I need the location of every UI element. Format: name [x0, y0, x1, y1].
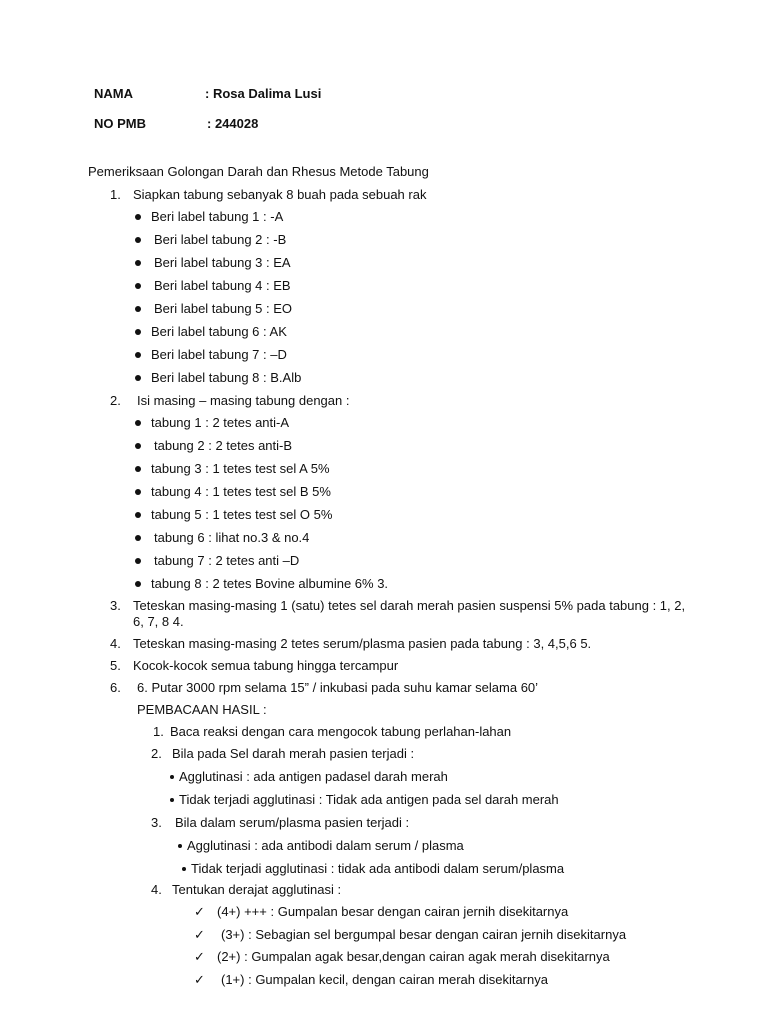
check-icon: ✓ [194, 972, 205, 987]
step-number: 6. [110, 680, 121, 695]
list-item: Beri label tabung 1 : -A [151, 209, 284, 224]
list-item: Beri label tabung 5 : EO [154, 301, 293, 316]
list-item: Tidak terjadi agglutinasi : tidak ada antibodi dalam serum/plasma [191, 861, 565, 876]
bullet-icon [170, 798, 174, 802]
bullet-icon [135, 535, 141, 541]
check-icon: ✓ [194, 927, 205, 942]
reading-text: Baca reaksi dengan cara mengocok tabung perlahan-lahan [170, 724, 512, 739]
step-text: Siapkan tabung sebanyak 8 buah pada sebuah rak [133, 187, 427, 202]
list-item: (3+) : Sebagian sel bergumpal besar dengan cairan jernih disekitarnya [221, 927, 627, 942]
reading-number: 4. [151, 882, 162, 897]
list-item: Beri label tabung 2 : -B [154, 232, 287, 247]
step-text: 6. Putar 3000 rpm selama 15” / inkubasi pada suhu kamar selama 60’ [137, 680, 539, 695]
list-item: (2+) : Gumpalan agak besar,dengan cairan agak merah disekitarnya [217, 949, 610, 964]
list-item: tabung 2 : 2 tetes anti-B [154, 438, 293, 453]
reading-number: 2. [151, 746, 162, 761]
bullet-icon [135, 420, 141, 426]
step-text-continued: 6, 7, 8 4. [133, 614, 184, 629]
list-item: (1+) : Gumpalan kecil, dengan cairan merah disekitarnya [221, 972, 548, 987]
bullet-icon [135, 329, 141, 335]
step-text: Isi masing – masing tabung dengan : [137, 393, 350, 408]
bullet-icon [135, 352, 141, 358]
check-icon: ✓ [194, 949, 205, 964]
bullet-icon [182, 867, 186, 871]
list-item: Beri label tabung 6 : AK [151, 324, 287, 339]
step-text: Teteskan masing-masing 2 tetes serum/plasma pasien pada tabung : 3, 4,5,6 5. [133, 636, 592, 651]
bullet-icon [135, 558, 141, 564]
reading-number: 1. [153, 724, 164, 739]
list-item: (4+) +++ : Gumpalan besar dengan cairan jernih disekitarnya [217, 904, 569, 919]
bullet-icon [170, 775, 174, 779]
bullet-icon [135, 237, 141, 243]
reading-text: Tentukan derajat agglutinasi : [172, 882, 342, 897]
list-item: Beri label tabung 8 : B.Alb [151, 370, 302, 385]
list-item: tabung 7 : 2 tetes anti –D [154, 553, 300, 568]
list-item: tabung 3 : 1 tetes test sel A 5% [151, 461, 330, 476]
bullet-icon [135, 260, 141, 266]
list-item: Agglutinasi : ada antigen padasel darah merah [179, 769, 448, 784]
bullet-icon [135, 443, 141, 449]
check-icon: ✓ [194, 904, 205, 919]
nopmb-label: NO PMB [94, 116, 146, 131]
step-number: 5. [110, 658, 121, 673]
list-item: tabung 4 : 1 tetes test sel B 5% [151, 484, 331, 499]
bullet-icon [135, 214, 141, 220]
reading-text: Bila dalam serum/plasma pasien terjadi : [175, 815, 410, 830]
nama-label: NAMA [94, 86, 133, 101]
bullet-icon [135, 489, 141, 495]
reading-number: 3. [151, 815, 162, 830]
reading-heading: PEMBACAAN HASIL : [137, 702, 267, 717]
bullet-icon [135, 581, 141, 587]
bullet-icon [178, 844, 182, 848]
step-number: 4. [110, 636, 121, 651]
list-item: tabung 5 : 1 tetes test sel O 5% [151, 507, 333, 522]
step-number: 3. [110, 598, 121, 613]
nama-value: : Rosa Dalima Lusi [205, 86, 322, 101]
step-number: 1. [110, 187, 121, 202]
bullet-icon [135, 306, 141, 312]
list-item: Beri label tabung 3 : EA [154, 255, 291, 270]
list-item: tabung 6 : lihat no.3 & no.4 [154, 530, 310, 545]
bullet-icon [135, 466, 141, 472]
reading-text: Bila pada Sel darah merah pasien terjadi : [172, 746, 415, 761]
bullet-icon [135, 512, 141, 518]
list-item: Beri label tabung 7 : –D [151, 347, 287, 362]
bullet-icon [135, 375, 141, 381]
step-text: Teteskan masing-masing 1 (satu) tetes sel darah merah pasien suspensi 5% pada tabung : 1, 2, [133, 598, 686, 613]
document-title: Pemeriksaan Golongan Darah dan Rhesus Metode Tabung [88, 164, 429, 179]
list-item: Agglutinasi : ada antibodi dalam serum / plasma [187, 838, 464, 853]
step-number: 2. [110, 393, 121, 408]
list-item: Tidak terjadi agglutinasi : Tidak ada antigen pada sel darah merah [179, 792, 559, 807]
bullet-icon [135, 283, 141, 289]
step-text: Kocok-kocok semua tabung hingga tercampur [133, 658, 399, 673]
list-item: Beri label tabung 4 : EB [154, 278, 291, 293]
nopmb-value: : 244028 [207, 116, 259, 131]
list-item: tabung 1 : 2 tetes anti-A [151, 415, 290, 430]
list-item: tabung 8 : 2 tetes Bovine albumine 6% 3. [151, 576, 389, 591]
